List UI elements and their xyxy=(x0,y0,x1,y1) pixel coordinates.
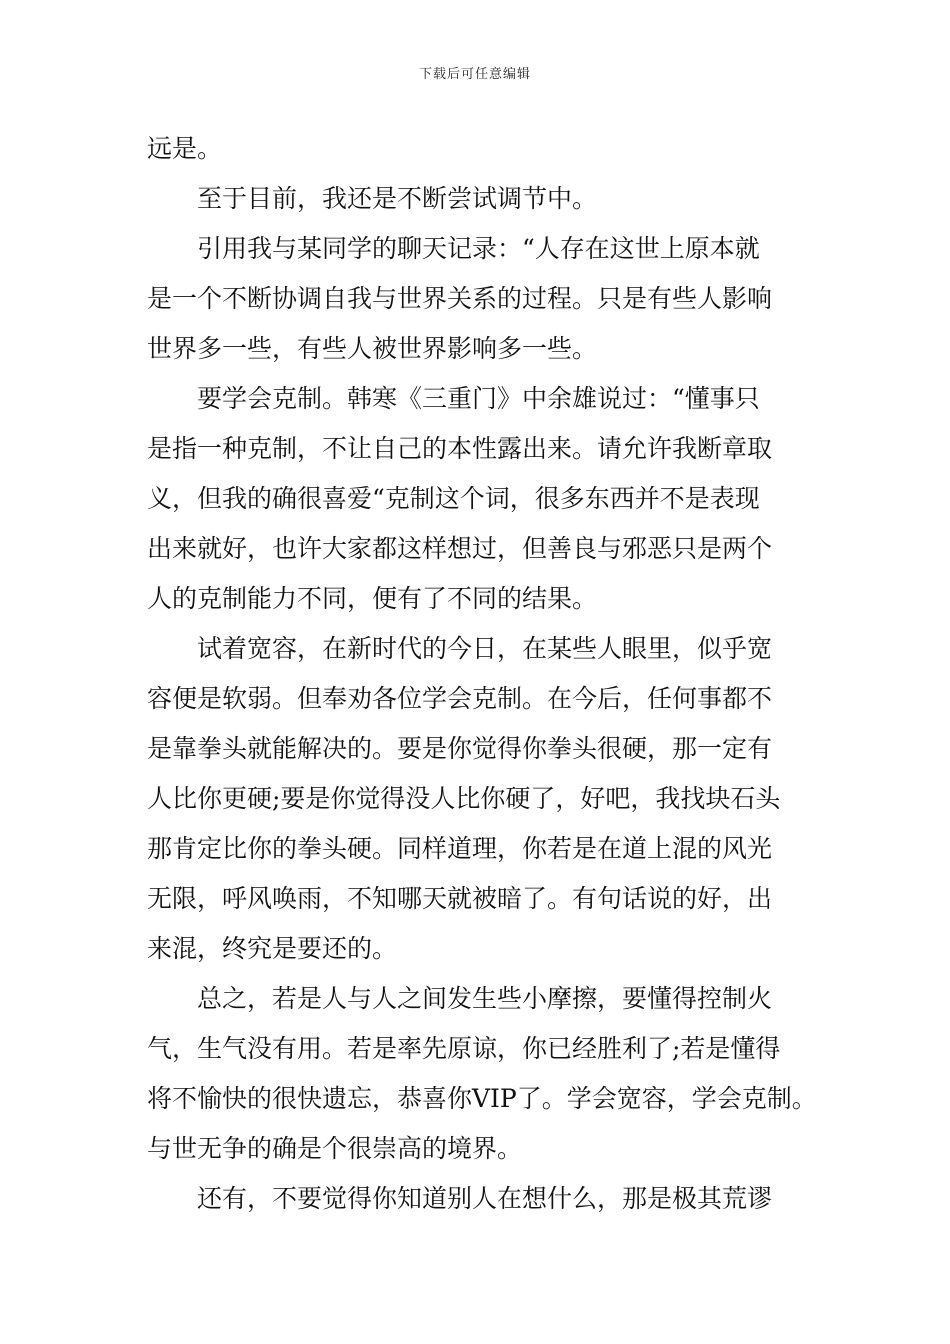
text-line: 将不愉快的很快遗忘，恭喜你VIP了。学会宽容，学会克制。 xyxy=(147,1084,817,1113)
text-line: 义，但我的确很喜爱“克制这个词，很多东西并不是表现 xyxy=(147,484,760,513)
text-line: 出来就好，也许大家都这样想过，但善良与邪恶只是两个 xyxy=(147,534,773,563)
text-line: 远是。 xyxy=(147,134,223,163)
body-text xyxy=(147,124,817,1224)
text-line: 人的克制能力不同，便有了不同的结果。 xyxy=(147,584,598,613)
text-line: 还有，不要觉得你知道别人在想什么，那是极其荒谬 xyxy=(197,1184,773,1213)
text-line: 人比你更硬;要是你觉得没人比你硬了，好吧，我找块石头 xyxy=(147,784,781,813)
text-line: 那肯定比你的拳头硬。同样道理，你若是在道上混的风光 xyxy=(147,834,773,863)
page-header: 下载后可任意编辑 xyxy=(418,67,531,82)
text-line: 世界多一些，有些人被世界影响多一些。 xyxy=(147,334,598,363)
text-line: 容便是软弱。但奉劝各位学会克制。在今后，任何事都不 xyxy=(147,684,773,713)
text-line: 气，生气没有用。若是率先原谅，你已经胜利了;若是懂得 xyxy=(147,1034,781,1063)
text-line: 要学会克制。韩寒《三重门》中余雄说过：“懂事只 xyxy=(197,384,760,413)
text-line: 与世无争的确是个很崇高的境界。 xyxy=(147,1134,523,1163)
text-line: 是一个不断协调自我与世界关系的过程。只是有些人影响 xyxy=(147,284,773,313)
text-line: 无限，呼风唤雨，不知哪天就被暗了。有句话说的好，出 xyxy=(147,884,773,913)
text-line: 引用我与某同学的聊天记录：“人存在这世上原本就 xyxy=(197,234,760,263)
text-line: 总之，若是人与人之间发生些小摩擦，要懂得控制火 xyxy=(197,984,773,1013)
text-line: 来混，终究是要还的。 xyxy=(147,934,398,963)
text-line: 是指一种克制，不让自己的本性露出来。请允许我断章取 xyxy=(147,434,773,463)
text-line: 试着宽容，在新时代的今日，在某些人眼里，似乎宽 xyxy=(197,634,773,663)
text-line: 是靠拳头就能解决的。要是你觉得你拳头很硬，那一定有 xyxy=(147,734,773,763)
text-line: 至于目前，我还是不断尝试调节中。 xyxy=(197,184,598,213)
